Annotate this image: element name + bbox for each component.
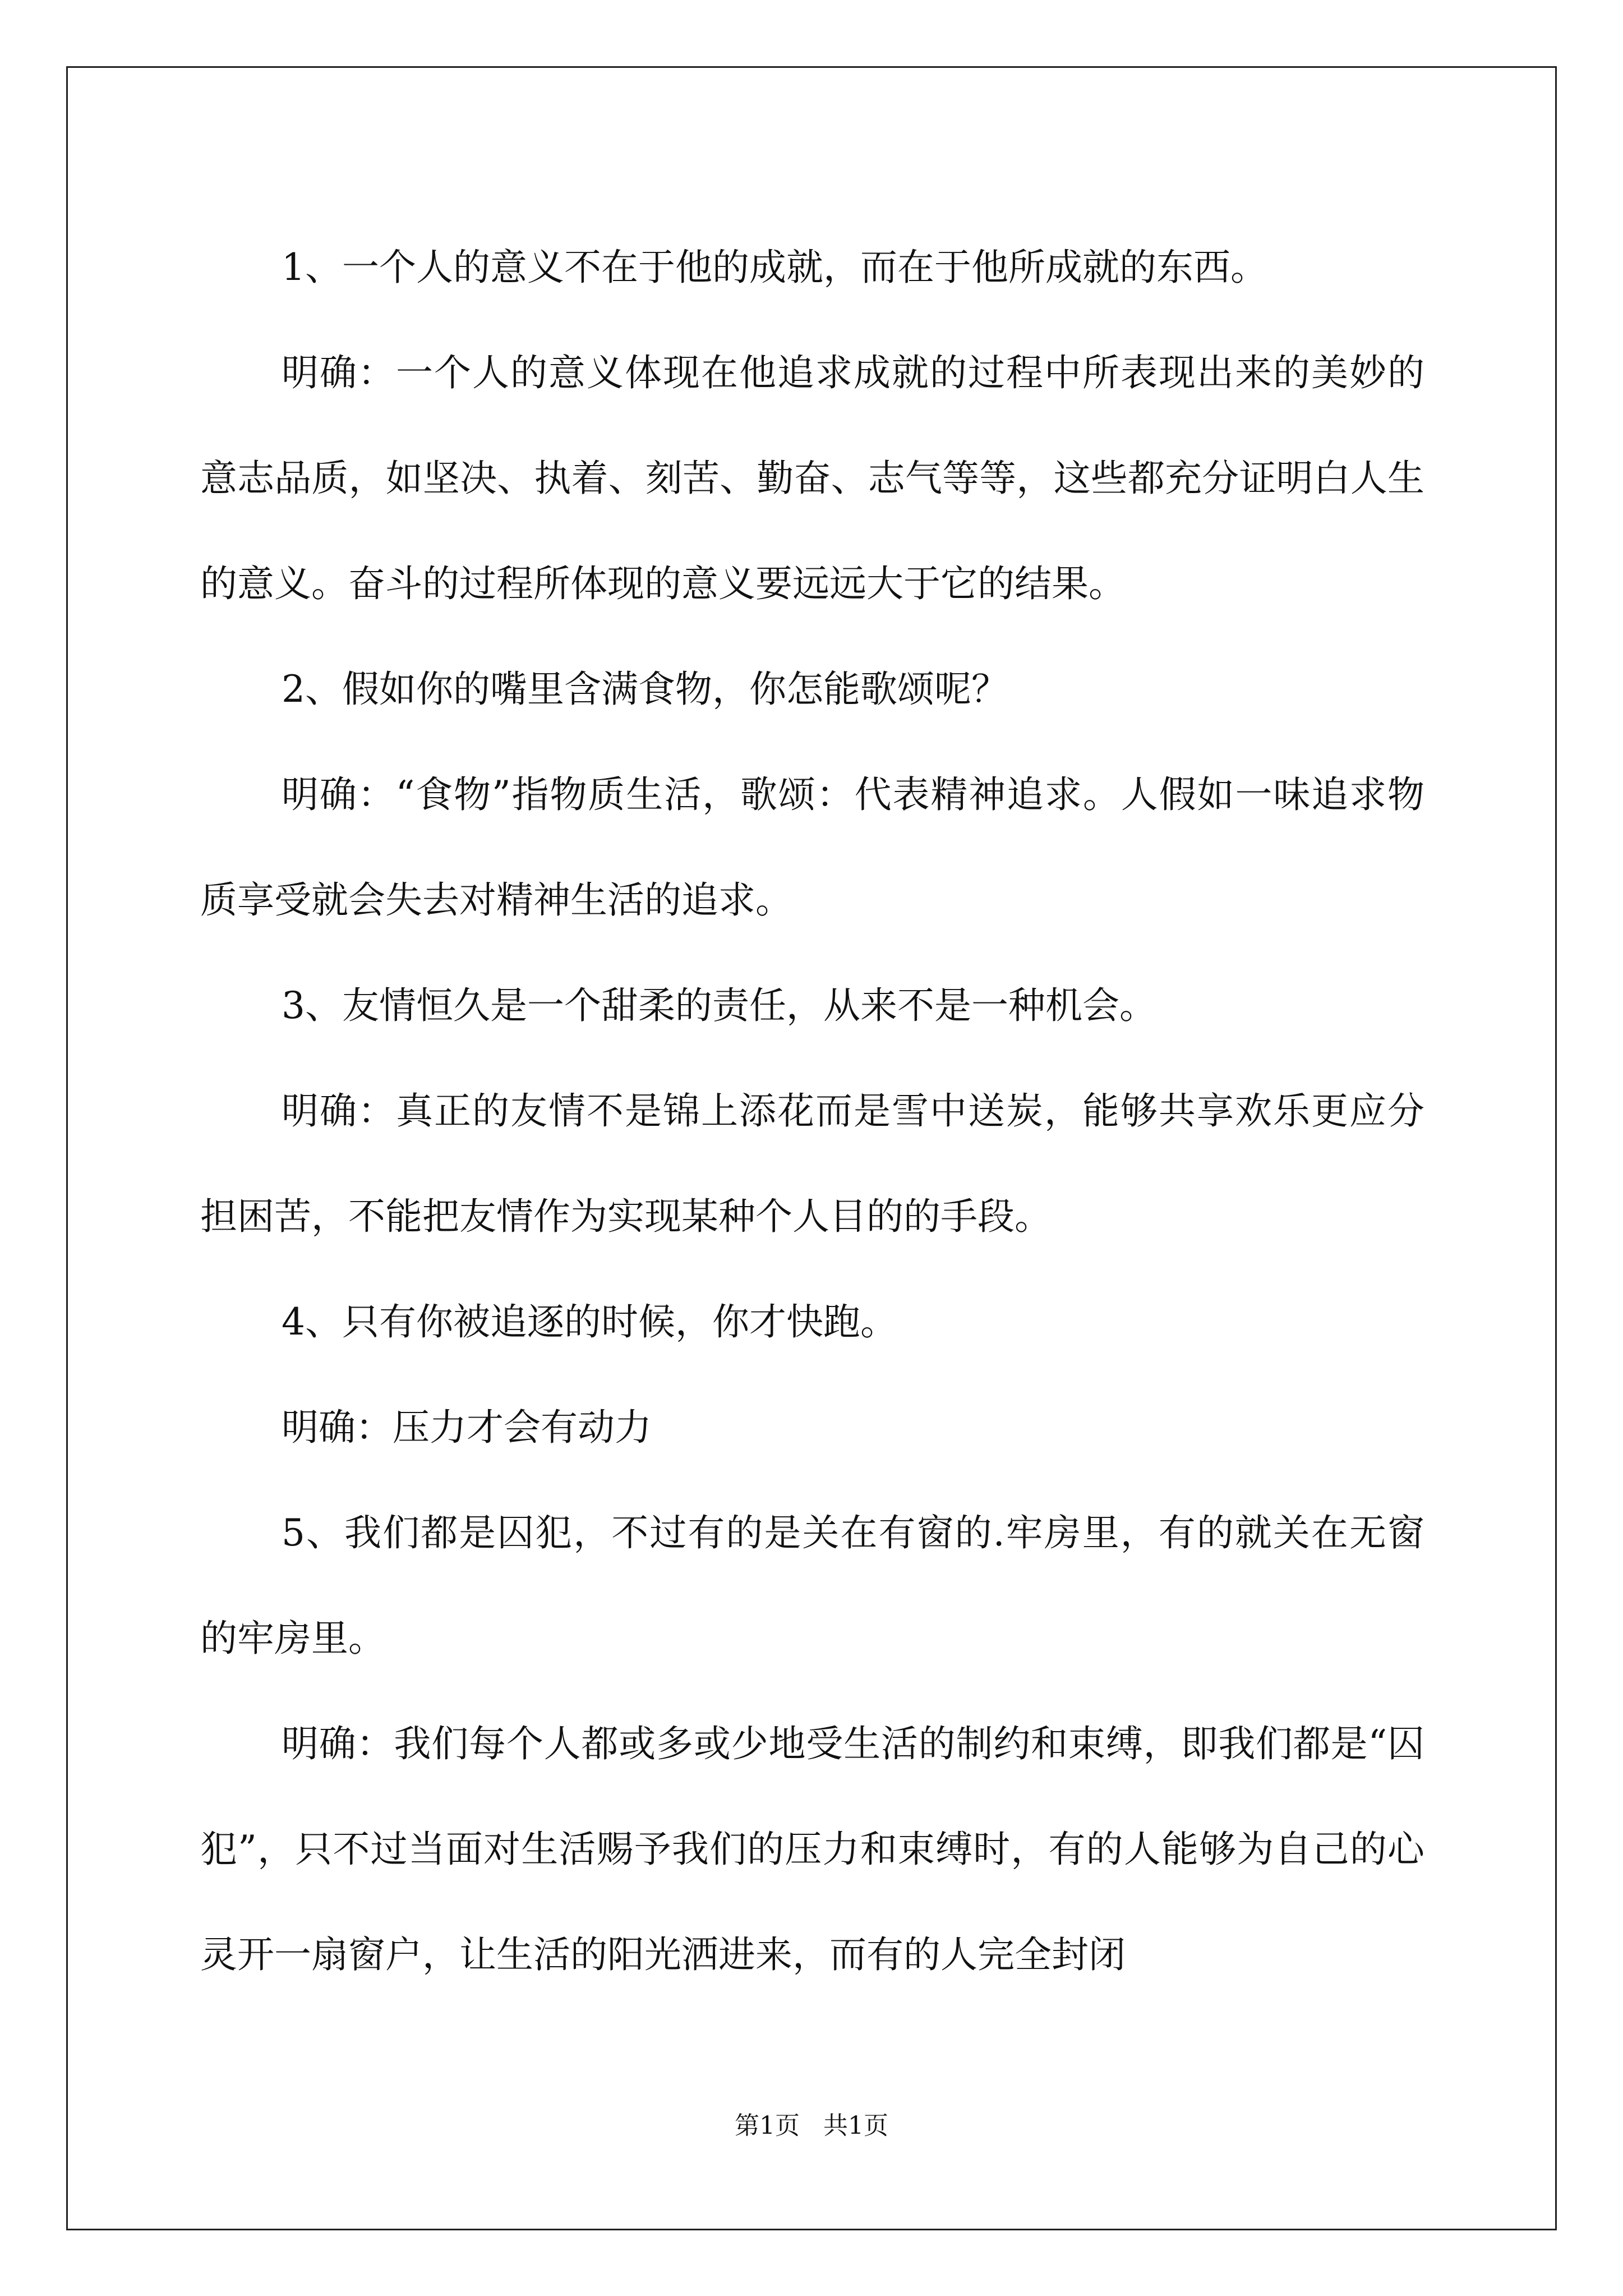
paragraph-5: 3、友情恒久是一个甜柔的责任，从来不是一种机会。: [282, 984, 1156, 1027]
page-total: 共1页: [823, 2111, 888, 2140]
page-number: 第1页: [735, 2111, 800, 2140]
paragraph-3: 2、假如你的嘴里含满食物，你怎能歌颂呢？: [282, 668, 1008, 711]
paragraph-10: 明确：我们每个人都或多或少地受生活的制约和束缚，即我们都是“囚犯”，只不过当面对生活赐予我们的压力和束缚时，有的人能够为自己的心灵开一扇窗户，让生活的阳光洒进来，而有的人完全封闭: [200, 1722, 1424, 1976]
page-footer: [0, 2109, 1623, 2143]
paragraph-9: 5、我们都是囚犯，不过有的是关在有窗的.牢房里，有的就关在无窗的牢房里。: [200, 1511, 1424, 1660]
document-body: [200, 215, 1424, 2008]
paragraph-2: 明确：一个人的意义体现在他追求成就的过程中所表现出来的美妙的意志品质，如坚决、执着、刻苦、勤奋、志气等等，这些都充分证明白人生的意义。奋斗的过程所体现的意义要远远大于它的结果。: [200, 351, 1424, 605]
paragraph-4: 明确：“食物”指物质生活，歌颂：代表精神追求。人假如一味追求物质享受就会失去对精神生活的追求。: [200, 773, 1424, 922]
footer-spacer: [800, 2111, 823, 2140]
paragraph-6: 明确：真正的友情不是锦上添花而是雪中送炭，能够共享欢乐更应分担困苦，不能把友情作为实现某种个人目的的手段。: [200, 1089, 1424, 1238]
paragraph-1: 1、一个人的意义不在于他的成就，而在于他所成就的东西。: [282, 246, 1267, 289]
paragraph-7: 4、只有你被追逐的时候，你才快跑。: [282, 1300, 897, 1343]
paragraph-8: 明确：压力才会有动力: [282, 1406, 652, 1449]
